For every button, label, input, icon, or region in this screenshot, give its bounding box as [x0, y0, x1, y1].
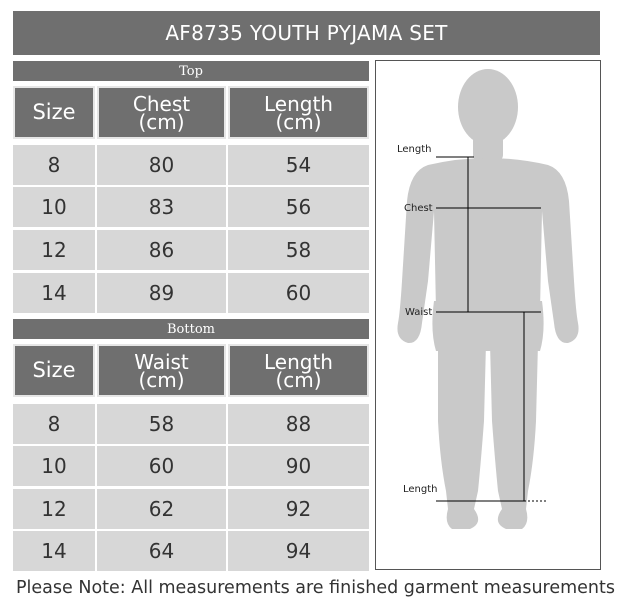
top-header-chest [97, 86, 226, 139]
table-cell: 56 [228, 187, 369, 227]
table-cell: 86 [97, 230, 226, 270]
table-cell: 90 [228, 446, 369, 486]
top-header-chest-label: Chest [132, 91, 191, 116]
bottom-header-length-label: Length [264, 349, 333, 374]
table-cell: 8 [13, 145, 95, 185]
bottom-header-waist-unit: (cm) [138, 367, 185, 392]
table-cell: 83 [97, 187, 226, 227]
bottom-header-length-unit: (cm) [275, 367, 322, 392]
table-cell: 12 [13, 489, 95, 529]
top-section-label: Top [13, 61, 369, 81]
label-waist: Waist [405, 307, 433, 318]
bottom-header-size-label: Size [32, 358, 76, 382]
label-length-top: Length [397, 144, 432, 155]
bottom-header-waist-label: Waist [134, 349, 189, 374]
bottom-header-size [13, 344, 95, 397]
measurement-figure [375, 60, 601, 570]
table-cell: 94 [228, 531, 369, 571]
table-cell: 54 [228, 145, 369, 185]
table-cell: 64 [97, 531, 226, 571]
table-cell: 89 [97, 273, 226, 313]
table-cell: 58 [97, 404, 226, 444]
table-cell: 14 [13, 273, 95, 313]
table-cell: 58 [228, 230, 369, 270]
table-cell: 10 [13, 446, 95, 486]
top-header-chest-unit: (cm) [138, 109, 185, 134]
bottom-section-label: Bottom [13, 319, 369, 339]
footnote: Please Note: All measurements are finished garment measurements [16, 578, 616, 598]
top-header-length-label: Length [264, 91, 333, 116]
silhouette-body [397, 69, 578, 529]
table-cell: 14 [13, 531, 95, 571]
table-cell: 12 [13, 230, 95, 270]
table-cell: 80 [97, 145, 226, 185]
table-cell: 10 [13, 187, 95, 227]
top-header-size [13, 86, 95, 139]
top-header-size-label: Size [32, 100, 76, 124]
top-header-length [228, 86, 369, 139]
table-cell: 60 [228, 273, 369, 313]
child-silhouette-icon [376, 61, 602, 571]
chart-title: AF8735 YOUTH PYJAMA SET [13, 11, 600, 55]
label-chest: Chest [404, 203, 433, 214]
bottom-header-waist [97, 344, 226, 397]
bottom-header-length [228, 344, 369, 397]
top-header-length-unit: (cm) [275, 109, 322, 134]
label-length-bottom: Length [403, 484, 438, 495]
table-cell: 62 [97, 489, 226, 529]
table-cell: 8 [13, 404, 95, 444]
table-cell: 92 [228, 489, 369, 529]
table-cell: 88 [228, 404, 369, 444]
table-cell: 60 [97, 446, 226, 486]
